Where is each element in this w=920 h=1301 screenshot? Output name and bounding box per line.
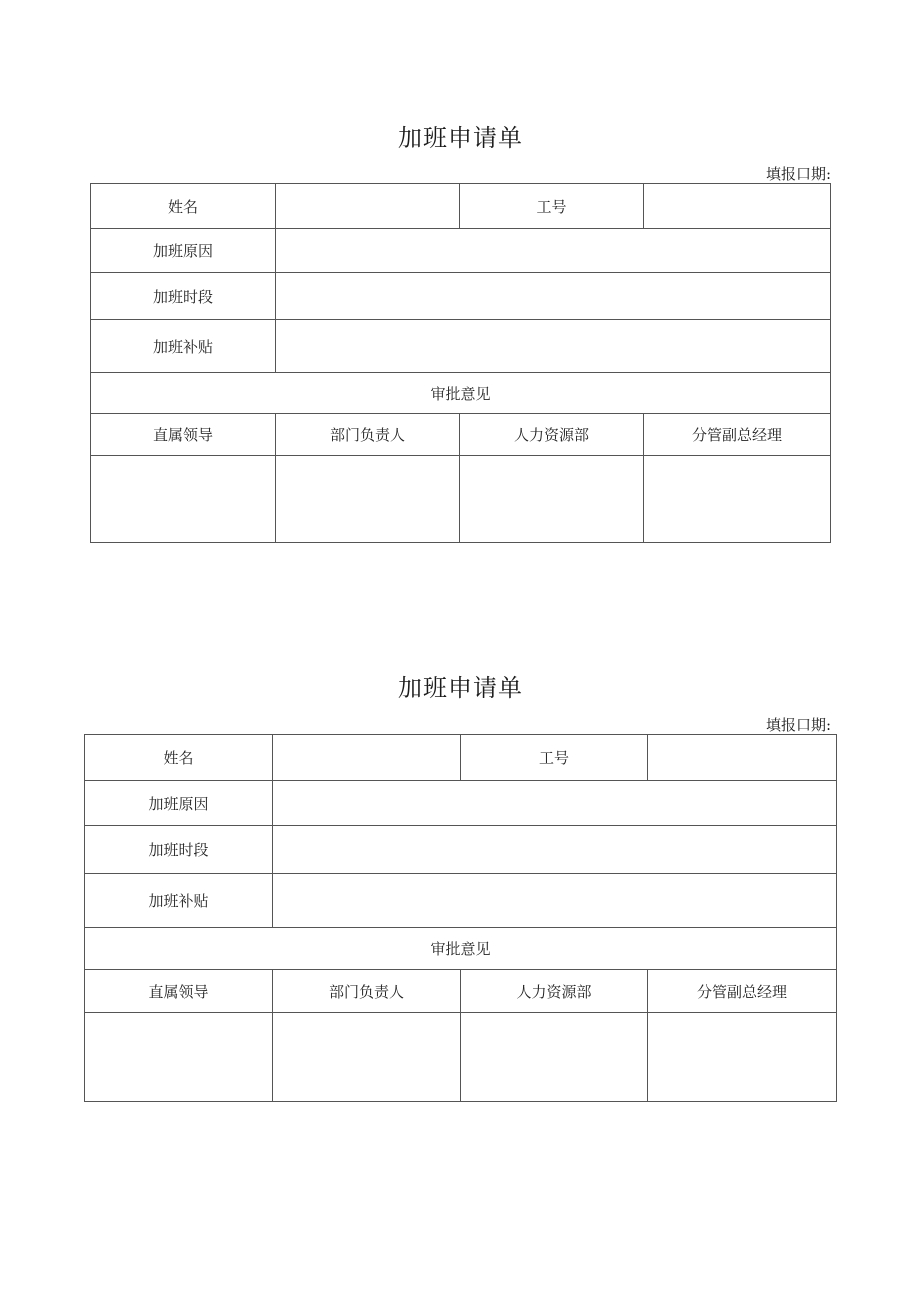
allowance-field[interactable] — [273, 874, 837, 928]
period-field[interactable] — [276, 273, 831, 320]
employee-id-field[interactable] — [648, 735, 837, 781]
form-title: 加班申请单 — [398, 674, 523, 702]
name-label: 姓名 — [85, 735, 273, 781]
approval-col-direct-leader: 直属领导 — [91, 414, 276, 456]
approval-col-direct-leader: 直属领导 — [85, 970, 273, 1013]
name-field[interactable] — [273, 735, 461, 781]
allowance-label: 加班补贴 — [85, 874, 273, 928]
approval-col-deputy-gm: 分管副总经理 — [644, 414, 831, 456]
approval-box-department-head[interactable] — [273, 1013, 461, 1102]
period-field[interactable] — [273, 826, 837, 874]
form-table — [84, 734, 837, 1102]
approval-col-hr: 人力资源部 — [461, 970, 648, 1013]
date-label: 填报口期: — [766, 716, 832, 734]
date-label: 填报口期: — [766, 165, 832, 183]
period-label: 加班时段 — [91, 273, 276, 320]
form-table — [90, 183, 831, 543]
approval-box-deputy-gm[interactable] — [644, 456, 831, 543]
approval-header: 审批意见 — [85, 928, 837, 970]
form-title: 加班申请单 — [398, 124, 523, 152]
employee-id-field[interactable] — [644, 184, 831, 229]
approval-box-hr[interactable] — [460, 456, 644, 543]
approval-box-deputy-gm[interactable] — [648, 1013, 837, 1102]
reason-label: 加班原因 — [91, 229, 276, 273]
reason-field[interactable] — [276, 229, 831, 273]
employee-id-label: 工号 — [460, 184, 644, 229]
period-label: 加班时段 — [85, 826, 273, 874]
approval-box-department-head[interactable] — [276, 456, 460, 543]
reason-field[interactable] — [273, 781, 837, 826]
approval-col-department-head: 部门负责人 — [273, 970, 461, 1013]
allowance-field[interactable] — [276, 320, 831, 373]
reason-label: 加班原因 — [85, 781, 273, 826]
approval-box-direct-leader[interactable] — [91, 456, 276, 543]
employee-id-label: 工号 — [461, 735, 648, 781]
approval-col-hr: 人力资源部 — [460, 414, 644, 456]
approval-header: 审批意见 — [91, 373, 831, 414]
approval-col-department-head: 部门负责人 — [276, 414, 460, 456]
name-label: 姓名 — [91, 184, 276, 229]
approval-box-hr[interactable] — [461, 1013, 648, 1102]
approval-box-direct-leader[interactable] — [85, 1013, 273, 1102]
allowance-label: 加班补贴 — [91, 320, 276, 373]
name-field[interactable] — [276, 184, 460, 229]
approval-col-deputy-gm: 分管副总经理 — [648, 970, 837, 1013]
